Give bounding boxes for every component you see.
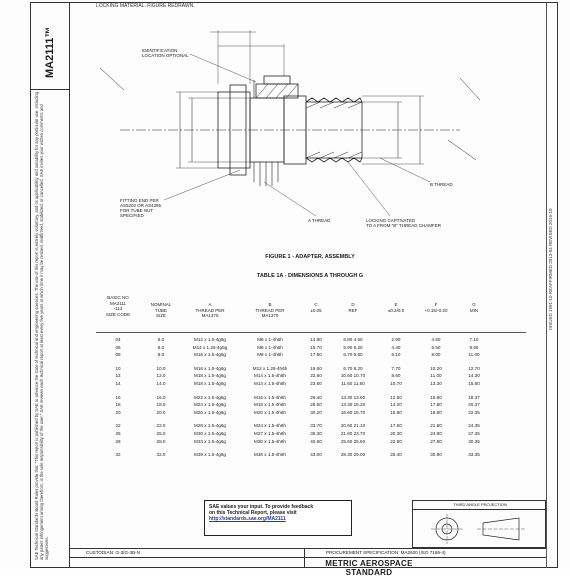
table-cell: 06 (115, 344, 121, 350)
table-cell: 16.60 15.70 (340, 409, 366, 415)
top-note: LOCKING MATERIAL. FIGURE REDRAWN. (96, 3, 195, 9)
table-cell: M33 x 1.5-4g6g (194, 438, 226, 444)
table-cell: 20 (115, 409, 121, 415)
column-header: B THREAD PER MA1370 (255, 302, 285, 318)
table-cell: M30 x 1.5-4g6g (194, 431, 226, 436)
table-cell: 20.37 (468, 402, 480, 408)
table-cell: M12 x 1.5-4g6g (194, 337, 226, 342)
svg-text:LOCKING CAPTIVATED: LOCKING CAPTIVATED (366, 218, 416, 223)
table-cell: 6.50 (431, 344, 441, 350)
table-cell: 28 (115, 438, 121, 444)
svg-text:IDENTIFICATION: IDENTIFICATION (142, 48, 178, 53)
table-cell: 18.37 (468, 394, 480, 400)
procurement-spec: PROCUREMENT SPECIFICATION: MA2600 (ISO 7169-4) (326, 550, 446, 555)
column-header: E ±0.2/0.0 (387, 302, 405, 313)
table-cell: 25 (115, 431, 121, 436)
table-cell: 8.60 (391, 373, 401, 379)
table-cell: 7.10 (469, 337, 479, 342)
table-cell: 25.0 (156, 431, 166, 436)
table-cell: 32 (115, 452, 121, 458)
table-cell: 18 (115, 402, 121, 408)
table-cell: 15.70 (310, 344, 322, 350)
table-cell: M30 x 1.5-4h6h (254, 438, 286, 444)
svg-text:AS5202 OR AS4395: AS5202 OR AS4395 (120, 203, 162, 208)
table-row (96, 452, 526, 459)
table-cell: M24 x 1.5-4h6h (254, 423, 286, 429)
table-cell: M18 x 1.5-4h6h (254, 402, 286, 408)
table-cell: 14.0 (156, 381, 166, 386)
table-cell: 40.60 (310, 438, 322, 444)
table-cell: 14.30 (468, 373, 480, 379)
column-header: A THREAD PER MA1370 (195, 302, 225, 318)
table-row (96, 381, 526, 388)
table-cell: 30.20 (310, 409, 322, 415)
table-cell: 25.60 25.60 (340, 438, 366, 444)
feedback-box (204, 500, 352, 536)
table-cell: M14 x 1.5-4h6h (254, 381, 286, 386)
svg-text:SPECIFIED: SPECIFIED (120, 213, 144, 218)
table-cell: 22.90 (390, 438, 402, 444)
third-angle-projection-icon (413, 509, 547, 549)
table-cell: 6.80 4.60 (343, 337, 363, 342)
table-cell: 11.00 (430, 373, 442, 379)
table-cell: M20 x 1.5-4h6h (254, 409, 286, 415)
table-cell: 17.80 (430, 402, 442, 408)
projection-box (412, 500, 546, 548)
table-row (96, 410, 526, 417)
table-cell: M8 x 1-4h6h (257, 352, 283, 358)
projection-title: THIRD ANGLE PROJECTION (413, 502, 547, 510)
table-cell: 21.60 23.70 (340, 431, 366, 436)
table-cell: 13.30 15.20 (340, 402, 366, 408)
table-row (96, 423, 526, 430)
table-cell: 9.65 (469, 344, 479, 350)
table-cell: 24.35 (468, 423, 480, 429)
table-cell: 25.40 (390, 452, 402, 458)
table-cell: 26.50 (310, 402, 322, 408)
table-cell: 4.50 (431, 337, 441, 342)
table-cell: 32.0 (156, 452, 166, 458)
table-cell: M16 x 1.5-4g6g (194, 352, 226, 358)
table-row (96, 337, 526, 344)
table-cell: M26 x 1.5-4g6g (194, 409, 226, 415)
table-cell: M12 x 1.25-4h6h (252, 365, 288, 371)
table-cell: M18 x 1.5-4g6g (194, 381, 226, 386)
column-header: BASIC NO MA2111 -113 SIZE CODE (105, 295, 131, 317)
feedback-line-2: on this Technical Report, please visit (209, 510, 297, 516)
table-cell: 13.30 13.60 (340, 394, 366, 400)
table-cell: 10.0 (156, 365, 166, 371)
table-cell: 16 (115, 394, 121, 400)
feedback-link[interactable]: http://standards.sae.org/MA2111 (209, 516, 286, 522)
document-number: MA2111™ (44, 26, 56, 78)
svg-text:B THREAD: B THREAD (430, 182, 453, 187)
table-cell: 10.60 10.70 (340, 373, 366, 379)
table-cell: 23.60 (310, 381, 322, 386)
table-row (96, 402, 526, 409)
table-row (96, 431, 526, 438)
table-row (96, 439, 526, 446)
table-cell: 18.0 (156, 402, 166, 408)
svg-text:A THREAD: A THREAD (308, 218, 331, 223)
table-cell: 8.0 (157, 344, 165, 350)
table-cell: 28.30 29.00 (340, 452, 366, 458)
table-cell: 14.20 (390, 402, 402, 408)
table-cell: 8.00 (431, 352, 441, 358)
table-cell: 22.60 (310, 373, 322, 379)
table-cell: 19.80 (430, 409, 442, 415)
column-header: NOMINAL TUBE SIZE (150, 302, 172, 318)
table-cell: 15.80 (430, 394, 442, 400)
table-cell: 28.0 (156, 438, 166, 444)
table-cell: 5.90 5.20 (343, 344, 363, 350)
table-cell: 22.0 (156, 423, 166, 429)
table-cell: M24 x 1.5-4g6g (194, 402, 226, 408)
table-cell: 14.80 (310, 337, 322, 342)
table-caption: TABLE 1A - DIMENSIONS A THROUGH G (256, 273, 364, 279)
table-cell: 6.10 (391, 352, 401, 358)
figure-caption: FIGURE 1 - ADAPTER, ASSEMBLY (265, 254, 355, 260)
table-cell: 30.80 (430, 452, 442, 458)
table-cell: 2.90 (391, 337, 401, 342)
table-cell: M22 x 1.5-4g6g (194, 394, 226, 400)
table-cell: 17.60 (390, 423, 402, 429)
table-cell: 27.80 (430, 438, 442, 444)
table-cell: 12.70 (468, 365, 480, 371)
table-row (96, 395, 526, 402)
table-cell: 6.0 (157, 337, 165, 342)
table-cell: 20.30 (390, 431, 402, 436)
svg-text:FITTING END PER: FITTING END PER (120, 198, 159, 203)
table-cell: 20.0 (156, 409, 166, 415)
table-cell: M8 x 1-4h6h (257, 337, 283, 342)
table-cell: M16 x 1.5-4g6g (194, 365, 226, 371)
table-cell: 08 (115, 352, 121, 358)
table-row (96, 352, 526, 359)
column-header: G MIN (469, 302, 479, 313)
table-cell: 26.40 (310, 394, 322, 400)
dimensions-table (96, 294, 526, 458)
table-cell: M16 x 1.5-4h6h (254, 394, 286, 400)
table-cell: 22.35 (468, 409, 480, 415)
table-cell: M14 x 1.25-4g6g (192, 344, 228, 350)
table-cell: 10.70 (390, 381, 402, 386)
table-cell: M28 x 1.5-4g6g (194, 423, 226, 429)
table-cell: 16.0 (156, 394, 166, 400)
table-cell: 17.80 (310, 352, 322, 358)
table-cell: 04 (115, 337, 121, 342)
adapter-assembly-drawing (80, 10, 540, 252)
title-block-divider (70, 557, 546, 558)
revision-history: ISSUED 1991-10 REAFFIRMED 2013-04 REVISED 2019-10 (548, 208, 553, 330)
table-row (96, 366, 526, 373)
svg-text:FOR TUBE NUT: FOR TUBE NUT (120, 208, 154, 213)
table-cell: 14 (115, 381, 121, 386)
standard-title: METRIC AEROSPACE STANDARD (325, 559, 413, 577)
column-header: D REF (348, 302, 358, 313)
table-cell: M36 x 1.5-4h6h (254, 452, 286, 458)
table-cell: 7.70 (391, 365, 401, 371)
table-cell: M14 x 1.5-4h6h (254, 373, 286, 379)
table-cell: M8 x 1-4h6h (257, 344, 283, 350)
table-cell: 20.60 21.10 (340, 423, 366, 429)
table-cell: 10.20 (430, 365, 442, 371)
table-cell: 22 (115, 423, 121, 429)
table-cell: 27.35 (468, 431, 480, 436)
table-row (96, 373, 526, 380)
table-cell: 43.00 (310, 452, 322, 458)
svg-text:LOCATION OPTIONAL: LOCATION OPTIONAL (142, 53, 189, 58)
custodian-label: CUSTODIAN: G-3/G-3B-N (86, 550, 141, 555)
table-cell: 12.0 (156, 373, 166, 379)
table-cell: M27 x 1.5-4h6h (254, 431, 286, 436)
table-cell: 36.30 (310, 431, 322, 436)
table-cell: 33.70 (310, 423, 322, 429)
table-cell: M18 x 1.5-4g6g (194, 373, 226, 379)
table-cell: 30.35 (468, 438, 480, 444)
table-cell: M39 x 1.5-4g6g (194, 452, 226, 458)
table-header (96, 294, 526, 333)
table-cell: 13.30 (430, 381, 442, 386)
table-cell: 4.40 (391, 344, 401, 350)
table-cell: 15.80 (390, 409, 402, 415)
table-cell: 19.60 (310, 365, 322, 371)
column-header: C ±0.05 (310, 302, 322, 313)
column-header: F +0.15/-0.20 (424, 302, 448, 313)
table-cell: 24.80 (430, 431, 442, 436)
feedback-line-1: SAE values your input. To provide feedback (209, 504, 314, 510)
table-cell: 21.80 (430, 423, 442, 429)
table-cell: 6.70 8.20 (343, 365, 363, 371)
table-cell: 11.60 11.60 (341, 381, 365, 386)
table-row (96, 345, 526, 352)
table-cell: 12 (115, 373, 121, 379)
table-cell: 8.0 (157, 352, 165, 358)
table-cell: 33.35 (468, 452, 480, 458)
table-cell: 10 (115, 365, 121, 371)
sae-rules-note: SAE Technical Standards Board Rules provide that: "This report is published by SAE to advance the state of technical and engineering sciences. The use of this report is entirely voluntary, and its applicability and suitability for any particular use, including any patent infringement arising therefrom, is the sole responsibility of the user." SAE reviews each technical report at least every five years at which time it may be revised, reaffirmed, stabilized, or cancelled. SAE invites your written comments and suggestions. (34, 91, 50, 560)
table-cell: 12.50 (390, 394, 402, 400)
table-cell: 11.00 (468, 352, 480, 358)
table-cell: 6.70 6.60 (343, 352, 363, 358)
svg-text:TO A FROM "B" THREAD CHAMFER: TO A FROM "B" THREAD CHAMFER (366, 223, 442, 228)
table-cell: 15.80 (468, 381, 480, 386)
